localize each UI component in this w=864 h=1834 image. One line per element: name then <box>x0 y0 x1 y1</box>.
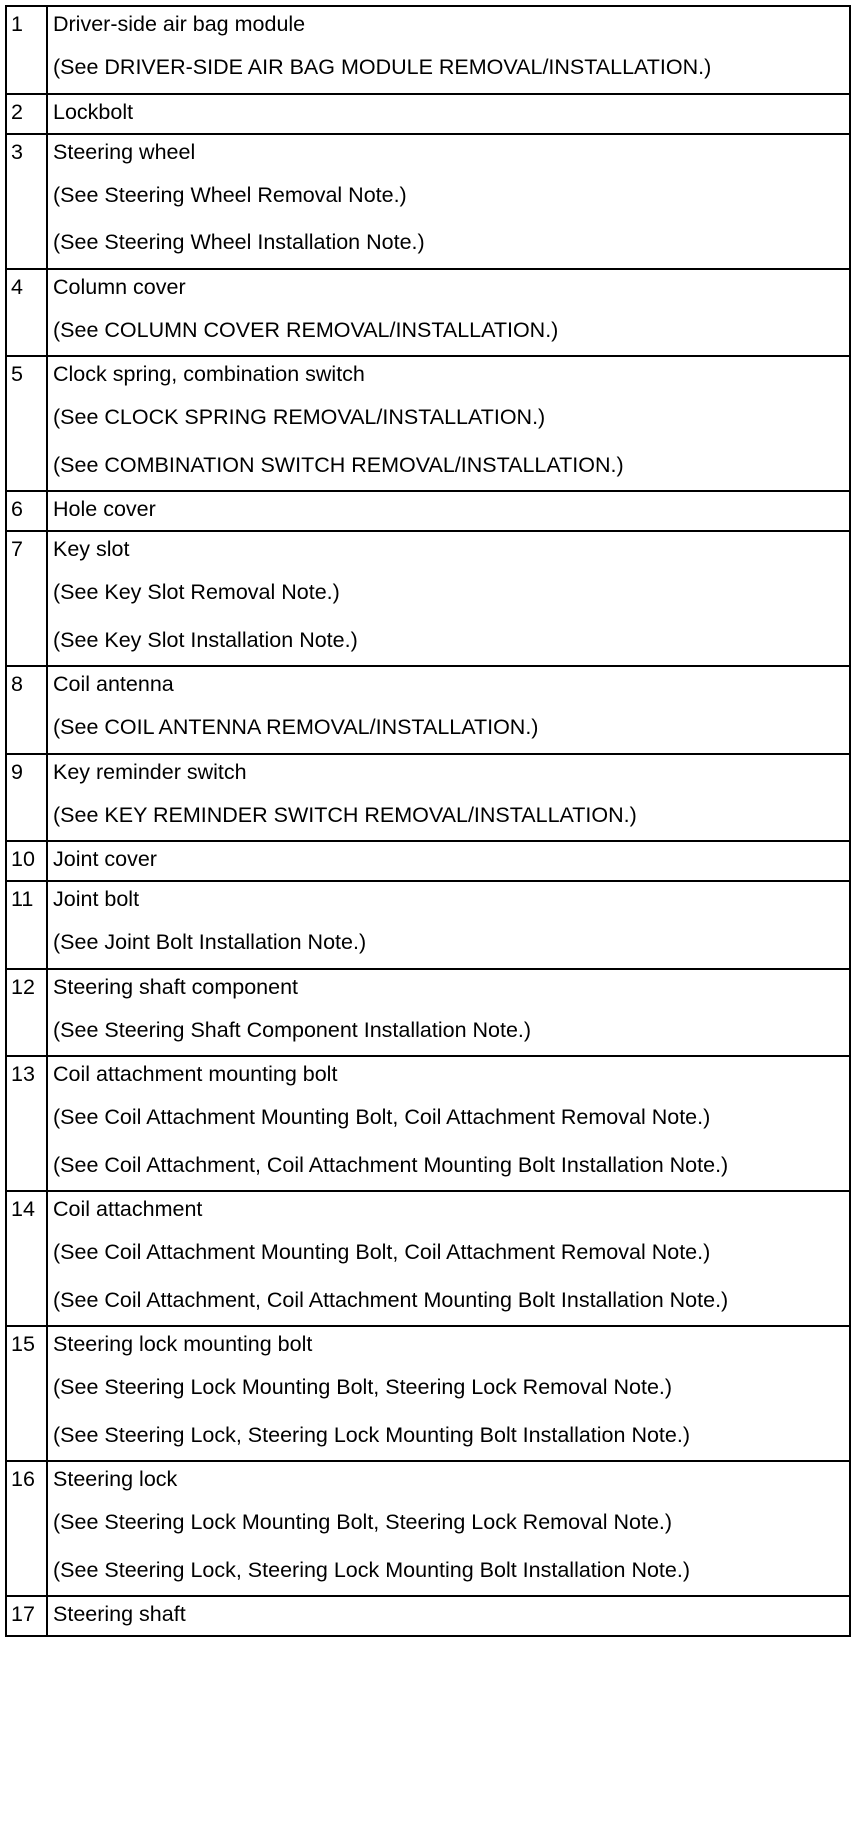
table-row <box>6 1191 850 1326</box>
table-row <box>6 531 850 666</box>
part-name: Hole cover <box>53 497 156 521</box>
reference-note: (See COIL ANTENNA REMOVAL/INSTALLATION.) <box>53 715 539 739</box>
table-row <box>6 134 850 269</box>
item-number: 3 <box>6 134 47 269</box>
part-name: Coil attachment <box>53 1197 203 1221</box>
part-name: Steering lock mounting bolt <box>53 1332 313 1356</box>
item-number: 8 <box>6 666 47 754</box>
item-description <box>47 1191 850 1326</box>
reference-note: (See Joint Bolt Installation Note.) <box>53 930 367 954</box>
table-row <box>6 491 850 531</box>
table-row <box>6 666 850 754</box>
table-row <box>6 754 850 842</box>
table-row <box>6 6 850 94</box>
table-row <box>6 969 850 1057</box>
reference-note: (See Steering Shaft Component Installation Note.) <box>53 1017 532 1042</box>
table-row <box>6 841 850 881</box>
item-description <box>47 94 850 134</box>
part-name: Key slot <box>53 537 130 561</box>
reference-note: (See CLOCK SPRING REMOVAL/INSTALLATION.) <box>53 405 546 429</box>
reference-note: (See Key Slot Installation Note.) <box>53 627 358 652</box>
table-row <box>6 881 850 969</box>
item-number: 12 <box>6 969 47 1057</box>
item-description <box>47 754 850 842</box>
reference-note: (See COLUMN COVER REMOVAL/INSTALLATION.) <box>53 317 559 342</box>
item-number: 7 <box>6 531 47 666</box>
reference-note: (See Coil Attachment, Coil Attachment Mounting Bolt Installation Note.) <box>53 1287 729 1312</box>
item-number: 4 <box>6 269 47 357</box>
part-name: Joint cover <box>53 847 157 871</box>
item-description <box>47 531 850 666</box>
reference-note: (See Steering Lock, Steering Lock Mounting Bolt Installation Note.) <box>53 1422 690 1447</box>
reference-note: (See Key Slot Removal Note.) <box>53 580 340 604</box>
item-description <box>47 1056 850 1191</box>
item-number: 15 <box>6 1326 47 1461</box>
reference-note: (See COMBINATION SWITCH REMOVAL/INSTALLATION.) <box>53 452 624 477</box>
item-description <box>47 666 850 754</box>
part-name: Steering shaft <box>53 1602 186 1626</box>
part-name: Steering shaft component <box>53 974 299 999</box>
item-description <box>47 6 850 94</box>
table-row <box>6 356 850 491</box>
item-number: 17 <box>6 1596 47 1636</box>
reference-note: (See Coil Attachment, Coil Attachment Mounting Bolt Installation Note.) <box>53 1152 729 1177</box>
reference-note: (See KEY REMINDER SWITCH REMOVAL/INSTALLATION.) <box>53 802 637 827</box>
part-name: Coil antenna <box>53 672 174 696</box>
part-name: Lockbolt <box>53 99 134 124</box>
item-description <box>47 356 850 491</box>
item-number: 16 <box>6 1461 47 1596</box>
item-description <box>47 491 850 531</box>
part-name: Column cover <box>53 274 186 299</box>
item-description <box>47 134 850 269</box>
part-name: Steering lock <box>53 1467 178 1491</box>
reference-note: (See Steering Lock, Steering Lock Mounting Bolt Installation Note.) <box>53 1557 690 1582</box>
table-row <box>6 269 850 357</box>
reference-note: (See Steering Wheel Installation Note.) <box>53 230 425 254</box>
part-name: Driver-side air bag module <box>53 12 306 36</box>
table-row <box>6 1056 850 1191</box>
part-name: Joint bolt <box>53 887 140 911</box>
table-row <box>6 1461 850 1596</box>
item-number: 1 <box>6 6 47 94</box>
item-description <box>47 969 850 1057</box>
item-description <box>47 1461 850 1596</box>
reference-note: (See Coil Attachment Mounting Bolt, Coil Attachment Removal Note.) <box>53 1240 711 1264</box>
item-number: 6 <box>6 491 47 531</box>
reference-note: (See DRIVER-SIDE AIR BAG MODULE REMOVAL/INSTALLATION.) <box>53 55 712 79</box>
table-row <box>6 94 850 134</box>
item-number: 10 <box>6 841 47 881</box>
item-number: 13 <box>6 1056 47 1191</box>
reference-note: (See Coil Attachment Mounting Bolt, Coil Attachment Removal Note.) <box>53 1105 711 1129</box>
part-name: Clock spring, combination switch <box>53 362 365 386</box>
item-number: 9 <box>6 754 47 842</box>
item-number: 5 <box>6 356 47 491</box>
item-number: 2 <box>6 94 47 134</box>
reference-note: (See Steering Lock Mounting Bolt, Steering Lock Removal Note.) <box>53 1510 673 1534</box>
reference-note: (See Steering Wheel Removal Note.) <box>53 182 407 207</box>
table-row <box>6 1326 850 1461</box>
item-number: 11 <box>6 881 47 969</box>
part-name: Steering wheel <box>53 139 196 164</box>
parts-table <box>5 5 851 1637</box>
item-description <box>47 881 850 969</box>
item-description <box>47 841 850 881</box>
reference-note: (See Steering Lock Mounting Bolt, Steering Lock Removal Note.) <box>53 1375 673 1399</box>
item-number: 14 <box>6 1191 47 1326</box>
item-description <box>47 1596 850 1636</box>
part-name: Key reminder switch <box>53 759 247 784</box>
parts-list-document <box>5 5 851 1637</box>
item-description <box>47 269 850 357</box>
table-row <box>6 1596 850 1636</box>
part-name: Coil attachment mounting bolt <box>53 1062 338 1086</box>
item-description <box>47 1326 850 1461</box>
parts-table-body <box>6 6 850 1636</box>
